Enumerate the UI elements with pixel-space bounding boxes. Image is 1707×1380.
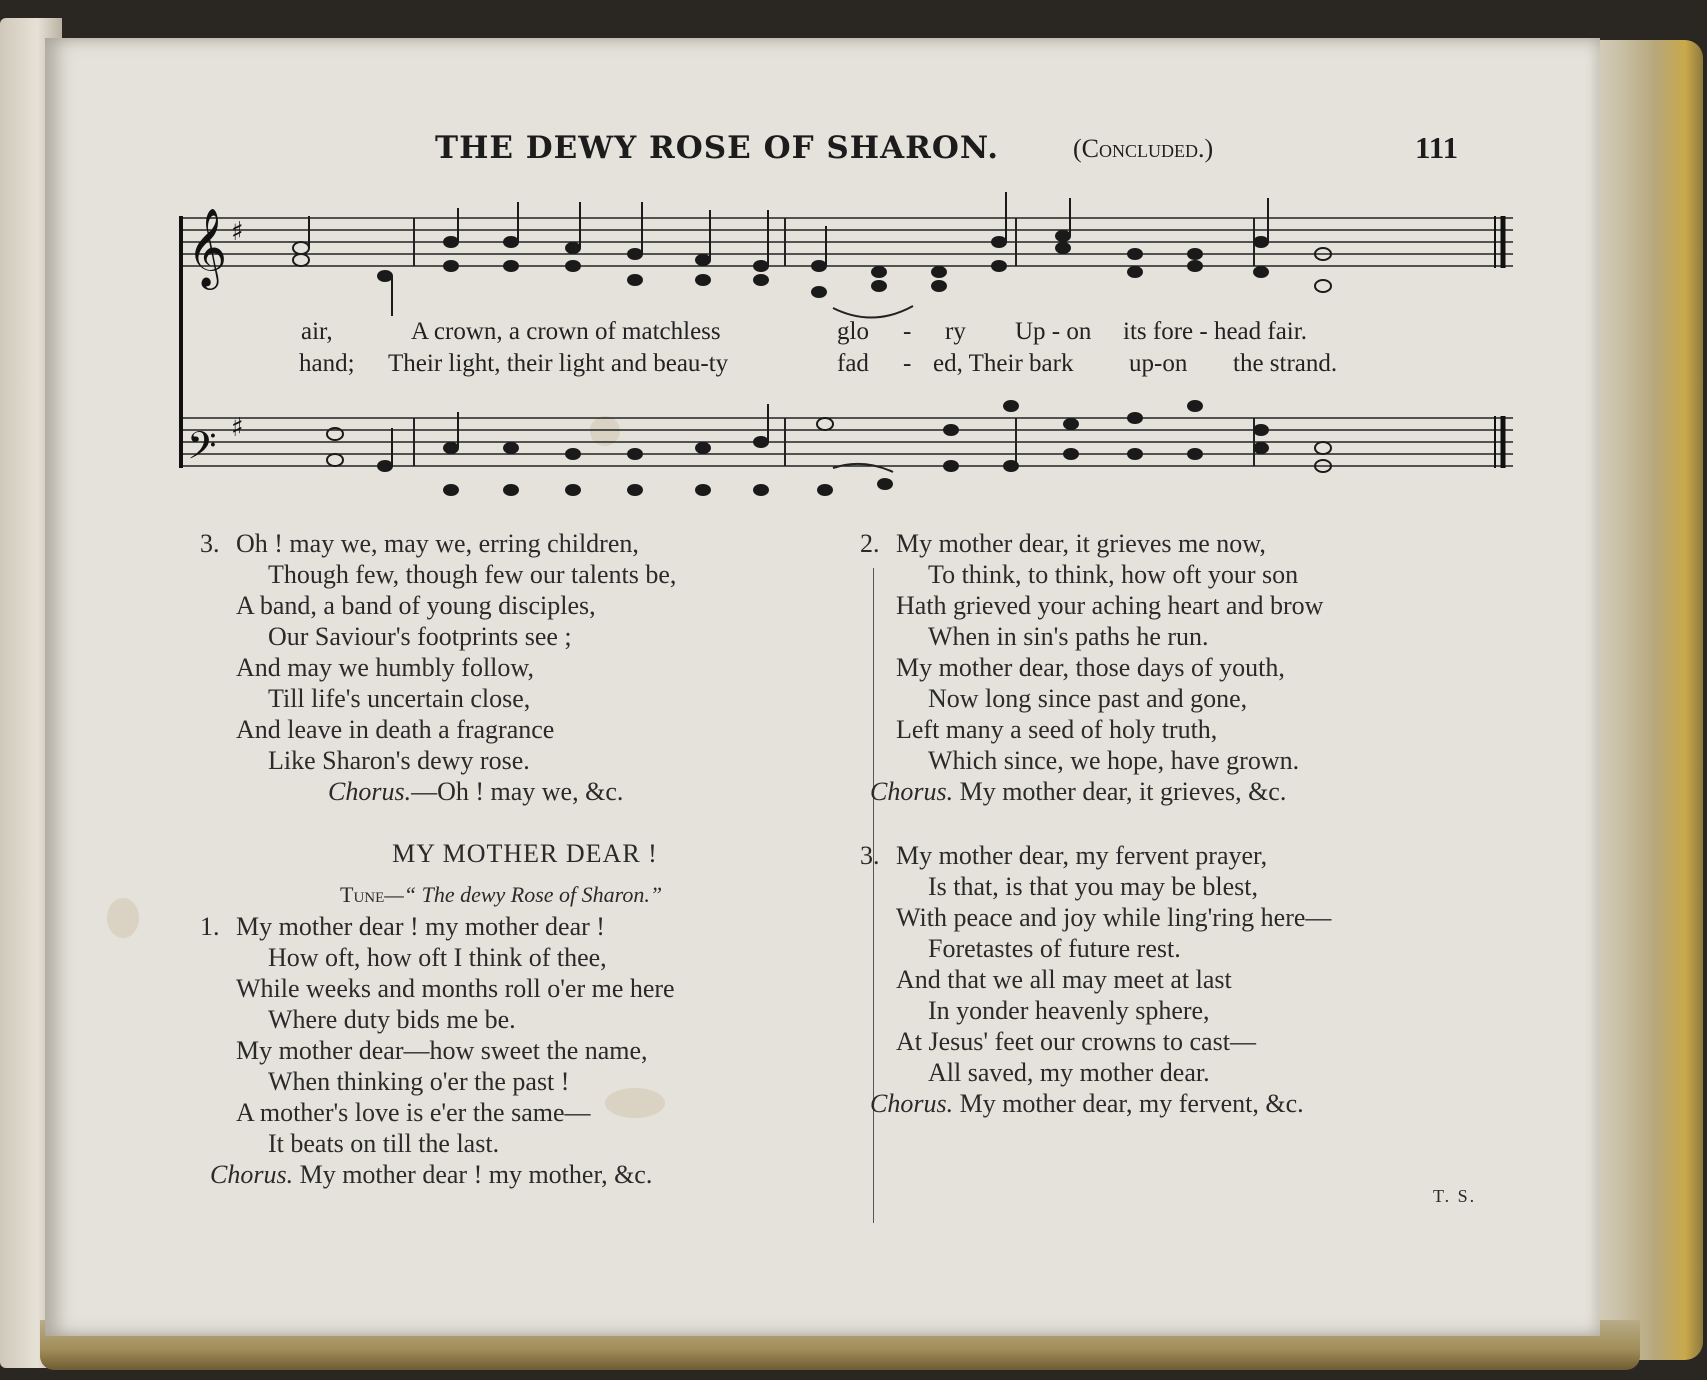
page-stain — [107, 898, 139, 938]
verse-line: A band, a band of young disciples, — [236, 591, 596, 620]
verse-line: All saved, my mother dear. — [928, 1058, 1210, 1087]
book-page-edges — [1585, 40, 1703, 1360]
svg-text:𝄢: 𝄢 — [187, 423, 217, 477]
lyric-fragment: the strand. — [1233, 350, 1338, 377]
running-head — [45, 130, 1600, 170]
song-title: THE DEWY ROSE OF SHARON. — [435, 130, 1000, 166]
verse-number: 3. — [860, 841, 880, 870]
chorus-text: —Oh ! may we, &c. — [411, 777, 624, 806]
verse-line: Hath grieved your aching heart and brow — [896, 591, 1324, 620]
verse-text: My mother dear ! my mother dear ! — [236, 912, 605, 941]
left-column — [200, 528, 850, 1193]
lyric-fragment: fad — [837, 350, 869, 377]
lyric-fragment: ry — [945, 318, 966, 345]
verse-line: Which since, we hope, have grown. — [928, 746, 1300, 775]
verse-line: With peace and joy while ling'ring here— — [896, 903, 1332, 932]
verse-line: Left many a seed of holy truth, — [896, 715, 1218, 744]
chorus-line — [860, 1088, 1510, 1122]
svg-text:𝄞: 𝄞 — [187, 208, 228, 287]
svg-text:♯: ♯ — [231, 413, 244, 443]
right-column — [860, 528, 1510, 1122]
chorus-text: My mother dear ! my mother, &c. — [293, 1160, 653, 1189]
verse-line: Till life's uncertain close, — [268, 684, 531, 713]
verse-text: Oh ! may we, may we, erring children, — [236, 529, 639, 558]
verse-line: When in sin's paths he run. — [928, 622, 1209, 651]
lyric-fragment: A crown, a crown of matchless — [411, 318, 721, 345]
verse-line: How oft, how oft I think of thee, — [268, 943, 607, 972]
lyric-fragment: ed, Their bark — [933, 350, 1074, 377]
verse-line: Now long since past and gone, — [928, 684, 1248, 713]
lyric-fragment: air, — [301, 318, 333, 345]
verse-line: At Jesus' feet our crowns to cast— — [896, 1027, 1256, 1056]
verse-line: Foretastes of future rest. — [928, 934, 1181, 963]
verse-line: And may we humbly follow, — [236, 653, 534, 682]
book-page — [45, 38, 1600, 1336]
verse-line: Is that, is that you may be blest, — [928, 872, 1259, 901]
tune-line — [340, 879, 850, 911]
lyric-fragment: - — [903, 318, 912, 345]
chorus-line — [200, 776, 850, 810]
lyric-fragment: glo — [837, 318, 869, 345]
verse-line: When thinking o'er the past ! — [268, 1067, 570, 1096]
verse-line — [860, 840, 1510, 871]
verse-line: Though few, though few our talents be, — [268, 560, 677, 589]
verse-line: While weeks and months roll o'er me here — [236, 974, 675, 1003]
chorus-label: Chorus. — [328, 777, 412, 806]
verse-line — [860, 528, 1510, 559]
chorus-label: Chorus. — [210, 1160, 294, 1189]
verse-number: 1. — [200, 912, 220, 941]
verse-line: A mother's love is e'er the same— — [236, 1098, 591, 1127]
chorus-text: My mother dear, my fervent, &c. — [953, 1089, 1304, 1118]
chorus-line — [860, 776, 1510, 810]
lyric-fragment: - — [903, 350, 912, 377]
chorus-label: Chorus. — [870, 1089, 954, 1118]
page-number: 111 — [1415, 130, 1459, 165]
verse-line — [200, 911, 850, 942]
music-score — [173, 168, 1523, 548]
lyric-fragment: its fore - head fair. — [1123, 318, 1307, 345]
verse-line: My mother dear, those days of youth, — [896, 653, 1285, 682]
lyric-fragment: up-on — [1129, 350, 1188, 377]
verse-spacer — [860, 810, 1510, 840]
verse-line: Where duty bids me be. — [268, 1005, 516, 1034]
verse-line: To think, to think, how oft your son — [928, 560, 1299, 589]
chorus-text: My mother dear, it grieves, &c. — [953, 777, 1287, 806]
verse-line: It beats on till the last. — [268, 1129, 500, 1158]
chorus-label: Chorus. — [870, 777, 954, 806]
hymn-title: MY MOTHER DEAR ! — [392, 839, 658, 868]
verse-line: Like Sharon's dewy rose. — [268, 746, 530, 775]
verse-text: My mother dear, it grieves me now, — [896, 529, 1266, 558]
lyric-fragment: Their light, their light and beau-ty — [388, 350, 729, 377]
chorus-line — [200, 1159, 850, 1193]
lyric-fragment: hand; — [299, 350, 355, 377]
tune-name: —“ The dewy Rose of Sharon.” — [384, 882, 663, 907]
verse-line: My mother dear—how sweet the name, — [236, 1036, 648, 1065]
verse-line: In yonder heavenly sphere, — [928, 996, 1210, 1025]
verse-line: And that we all may meet at last — [896, 965, 1232, 994]
verse-line — [200, 528, 850, 559]
author-initials: T. S. — [1433, 1186, 1477, 1206]
verse-line: And leave in death a fragrance — [236, 715, 555, 744]
tune-prefix: Tune — [340, 882, 385, 907]
verse-text: My mother dear, my fervent prayer, — [896, 841, 1268, 870]
verse-line: Our Saviour's footprints see ; — [268, 622, 572, 651]
concluded-label: (Concluded.) — [1073, 134, 1214, 163]
svg-text:♯: ♯ — [231, 217, 244, 247]
verse-number: 3. — [200, 529, 220, 558]
verse-number: 2. — [860, 529, 880, 558]
lyric-fragment: Up - on — [1015, 318, 1092, 345]
